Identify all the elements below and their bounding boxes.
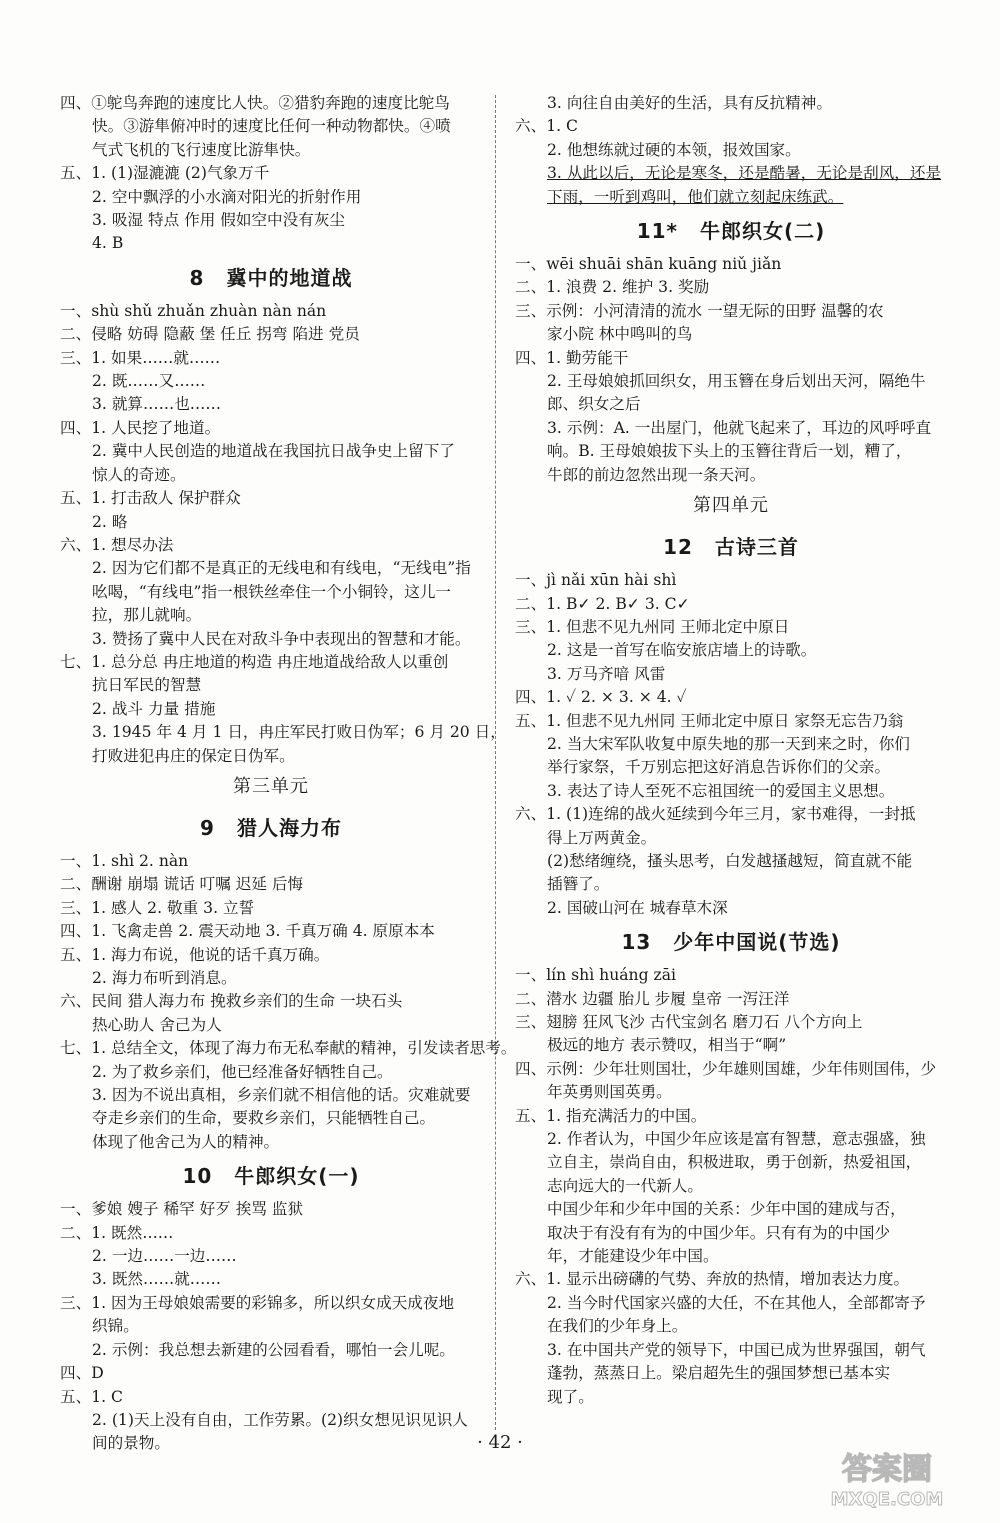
- answer-line: 3. 在中国共产党的领导下，中国已成为世界强国，朝气: [547, 1340, 926, 1359]
- answer-line: 四、1. 勤劳能干: [515, 348, 629, 367]
- answer-line: 2. 示例：我总想去新建的公园看看，哪怕一会儿呢。: [92, 1340, 455, 1359]
- watermark-logo: [792, 1443, 982, 1513]
- answer-line: 3. 赞扬了冀中人民在对敌斗争中表现出的智慧和才能。: [92, 629, 471, 648]
- answer-line: 3. 表达了诗人至死不忘祖国统一的爱国主义思想。: [547, 781, 895, 800]
- answer-line: 五、1. (1)湿漉漉 (2)气象万千: [60, 164, 270, 183]
- column-divider: [495, 95, 496, 1430]
- answer-line: 2. 王母娘娘抓回织女，用玉簪在身后划出天河，隔绝牛: [547, 372, 926, 391]
- answer-line: 2. 因为它们都不是真正的无线电和有线电，“无线电”指: [92, 559, 471, 578]
- answer-line: 2. 一边……一边……: [92, 1247, 237, 1266]
- answer-line: 六、1. 显示出磅礴的气势、奔放的热情，增加表达力度。: [515, 1270, 910, 1289]
- answer-line: 3. 因为不说出真相，乡亲们就不相信他的话。灾难就要: [92, 1086, 471, 1105]
- svg-text:答案圈: 答案圈: [842, 1452, 932, 1487]
- answer-line: 五、1. 但悲不见九州同 王师北定中原日 家祭无忘告乃翁: [515, 711, 904, 730]
- answer-line: 郎、织女之后: [547, 395, 641, 414]
- answer-line: 五、1. 打击敌人 保护群众: [60, 489, 241, 508]
- answer-line: 二、侵略 妨碍 隐蔽 堡 任丘 拐弯 陷进 党员: [60, 325, 360, 344]
- answer-line: 取决于有没有有为的中国少年。只有有为的中国少: [547, 1223, 891, 1242]
- answer-line: 立自主，崇尚自由，积极进取，勇于创新，热爱祖国，: [547, 1153, 922, 1172]
- answer-line: 四、示例：少年壮则国壮，少年雄则国雄，少年伟则国伟，少: [515, 1059, 937, 1078]
- answer-line: 吆喝，“有线电”指一根铁丝牵住一个小铜铃，这儿一: [92, 582, 452, 601]
- answer-line: 二、1. 浪费 2. 维护 3. 奖励: [515, 278, 710, 297]
- answer-line: 四、1. ✓ 2. × 3. × 4. ✓: [515, 688, 687, 707]
- answer-line: 三、1. 因为王母娘娘需要的彩锦多，所以织女成天成夜地: [60, 1293, 455, 1312]
- answer-line: 六、1. (1)连绵的战火延续到今年三月，家书难得，一封抵: [515, 805, 916, 824]
- answer-line: 三、1. 但悲不见九州同 王师北定中原日: [515, 617, 790, 636]
- answer-line: 2. 既……又……: [92, 372, 206, 391]
- answer-line: 织锦。: [92, 1317, 139, 1336]
- lesson-title: 9 猎人海力布: [200, 815, 342, 840]
- answer-line: 四、1. 飞禽走兽 2. 震天动地 3. 千真万确 4. 原原本本: [60, 922, 435, 941]
- answer-line: 志向远大的一代新人。: [547, 1176, 703, 1195]
- answer-line: 惊人的奇迹。: [92, 465, 186, 484]
- answer-line: 2. 当今时代国家兴盛的大任，不在其他人，全部都寄予: [547, 1293, 926, 1312]
- answer-line: 七、1. 总分总 冉庄地道的构造 冉庄地道战给敌人以重创: [60, 652, 449, 671]
- answer-line: 六、1. 想尽办法: [60, 535, 174, 554]
- answer-line: 一、爹娘 嫂子 稀罕 好歹 挨骂 监狱: [60, 1200, 304, 1219]
- page-number: · 42 ·: [477, 1432, 523, 1453]
- answer-line: 在我们的少年身上。: [547, 1317, 688, 1336]
- unit-heading: 第四单元: [693, 495, 769, 517]
- answer-line: 三、1. 如果……就……: [60, 348, 221, 367]
- answer-line: 七、1. 总结全文，体现了海力布无私奉献的精神，引发读者思考。: [60, 1039, 517, 1058]
- answer-line: 2. 国破山河在 城春草木深: [547, 898, 728, 917]
- answer-line: 3. 1945 年 4 月 1 日，冉庄军民打败日伪军；6 月 20 日，: [92, 723, 506, 742]
- lesson-title: 8 冀中的地道战: [189, 265, 353, 290]
- answer-line: 3. 就算……也……: [92, 395, 221, 414]
- answer-line: 一、jì nǎi xūn hài shì: [515, 571, 677, 590]
- answer-line: 一、lín shì huáng zāi: [515, 966, 677, 985]
- answer-line: 四、①鸵鸟奔跑的速度比人快。②猎豹奔跑的速度比鸵鸟: [60, 94, 450, 112]
- answer-line: 插簪了。: [547, 875, 610, 894]
- answer-line: 一、1. shì 2. nàn: [60, 851, 189, 870]
- answer-line: 三、翅膀 狂风飞沙 古代宝剑名 磨刀石 八个方向上: [515, 1013, 863, 1031]
- answer-line: 一、shù shǔ zhuǎn zhuàn nàn nán: [60, 301, 327, 320]
- answer-line: 3. 示例：A. 一出屋门，他就飞起来了，耳边的风呼呼直: [547, 418, 932, 437]
- svg-text:MXQE.COM: MXQE.COM: [830, 1489, 944, 1510]
- answer-line: 2. 略: [92, 512, 128, 531]
- answer-line: 六、1. C: [515, 117, 578, 136]
- answer-line: 响。B. 王母娘娘拔下头上的玉簪往背后一划，糟了，: [547, 442, 912, 461]
- lesson-title: 11* 牛郎织女(二): [636, 219, 826, 244]
- answer-line: 五、1. 指充满活力的中国。: [515, 1106, 707, 1125]
- answer-line: 2. 这是一首写在临安旅店墙上的诗歌。: [547, 641, 817, 660]
- answer-line: 2. 当大宋军队收复中原失地的那一天到来之时，你们: [547, 734, 910, 753]
- answer-line: 现了。: [547, 1387, 594, 1406]
- answer-line: 2. 空中飘浮的小水滴对阳光的折射作用: [92, 187, 362, 206]
- answer-line: 3. 向往自由美好的生活，具有反抗精神。: [547, 94, 832, 112]
- answer-line: 3. 万马齐喑 风雷: [547, 664, 666, 683]
- answer-line: 中国少年和少年中国的关系：少年中国的建成与否，: [547, 1200, 906, 1219]
- answer-line: 2. 作者认为，中国少年应该是富有智慧，意志强盛，独: [547, 1130, 926, 1149]
- answer-line: 一、wēi shuāi shān kuāng niǔ jiǎn: [515, 255, 782, 274]
- answer-line: 热心助人 舍己为人: [92, 1015, 222, 1034]
- answer-line: 五、1. C: [60, 1387, 123, 1406]
- answer-line: 二、潜水 边疆 胎儿 步履 皇帝 一泻汪洋: [515, 989, 790, 1008]
- answer-line: 3. 既然……就……: [92, 1270, 221, 1289]
- answer-line: 得上万两黄金。: [547, 828, 657, 847]
- answer-line: 快。③游隼俯冲时的速度比任何一种动物都快。④喷: [92, 117, 451, 136]
- answer-line: 三、示例：小河清清的流水 一望无际的田野 温馨的农: [515, 301, 884, 320]
- answer-line: 举行家祭，千万别忘把这好消息告诉你们的父亲。: [547, 758, 891, 777]
- right-column: [515, 92, 947, 1409]
- answer-line: 家小院 林中鸣叫的鸟: [547, 325, 693, 344]
- lesson-title: 13 少年中国说(节选): [621, 930, 841, 955]
- answer-line: 3. 吸湿 特点 作用 假如空中没有灰尘: [92, 211, 346, 230]
- answer-line: (2)愁绪缠绕，搔头思考，白发越搔越短，简直就不能: [547, 851, 913, 870]
- answer-line: 夺走乡亲们的生命，要救乡亲们，只能牺牲自己。: [92, 1109, 436, 1128]
- answer-line: 下雨，一听到鸡叫，他们就立刻起床练武。: [547, 187, 844, 206]
- answer-line: 二、1. 既然……: [60, 1223, 174, 1242]
- answer-line: 二、1. B✓ 2. B✓ 3. C✓: [515, 594, 690, 613]
- answer-line: 抗日军民的智慧: [92, 676, 202, 695]
- answer-line: 二、酬谢 崩塌 谎话 叮嘱 迟延 后悔: [60, 875, 304, 894]
- answer-line: 六、民间 猎人海力布 挽救乡亲们的生命 一块石头: [60, 992, 403, 1011]
- answer-line: 蓬勃，蒸蒸日上。梁启超先生的强国梦想已基本实: [547, 1364, 891, 1383]
- answer-line: 3. 从此以后，无论是寒冬，还是酷暑，无论是刮风，还是: [547, 164, 942, 183]
- answer-line: 气式飞机的飞行速度比游隼快。: [92, 140, 311, 159]
- answer-line: 年英勇则国英勇。: [547, 1083, 672, 1102]
- answer-line: 间的景物。: [92, 1434, 170, 1453]
- answer-line: 4. B: [92, 234, 124, 253]
- answer-line: 年，才能建设少年中国。: [547, 1247, 719, 1266]
- answer-line: 四、D: [60, 1364, 104, 1383]
- lesson-title: 10 牛郎织女(一): [182, 1164, 360, 1189]
- answer-line: 2. 为了救乡亲们，他已经准备好牺牲自己。: [92, 1062, 393, 1081]
- answer-line: 拉，那儿就响。: [92, 606, 202, 625]
- unit-heading: 第三单元: [233, 775, 309, 797]
- answer-line: 2. 他想练就过硬的本领，报效国家。: [547, 140, 801, 159]
- lesson-title: 12 古诗三首: [663, 535, 799, 560]
- answer-line: 2. 海力布听到消息。: [92, 969, 237, 987]
- answer-line: 打败进犯冉庄的保定日伪军。: [92, 746, 295, 765]
- answer-line: 牛郎的前边忽然出现一条天河。: [547, 465, 766, 484]
- answer-line: 2. 冀中人民创造的地道战在我国抗日战争史上留下了: [92, 442, 455, 461]
- answer-line: 2. 战斗 力量 措施: [92, 699, 216, 718]
- answer-line: 三、1. 感人 2. 敬重 3. 立誓: [60, 898, 255, 917]
- answer-line: 五、1. 海力布说，他说的话千真万确。: [60, 945, 330, 964]
- answer-line: 四、1. 人民挖了地道。: [60, 418, 221, 437]
- answer-line: 2. (1)天上没有自由，工作劳累。(2)织女想见识见识人: [92, 1410, 468, 1429]
- answer-line: 极远的地方 表示赞叹，相当于“啊”: [547, 1036, 787, 1055]
- answer-line: 体现了他舍己为人的精神。: [92, 1132, 280, 1151]
